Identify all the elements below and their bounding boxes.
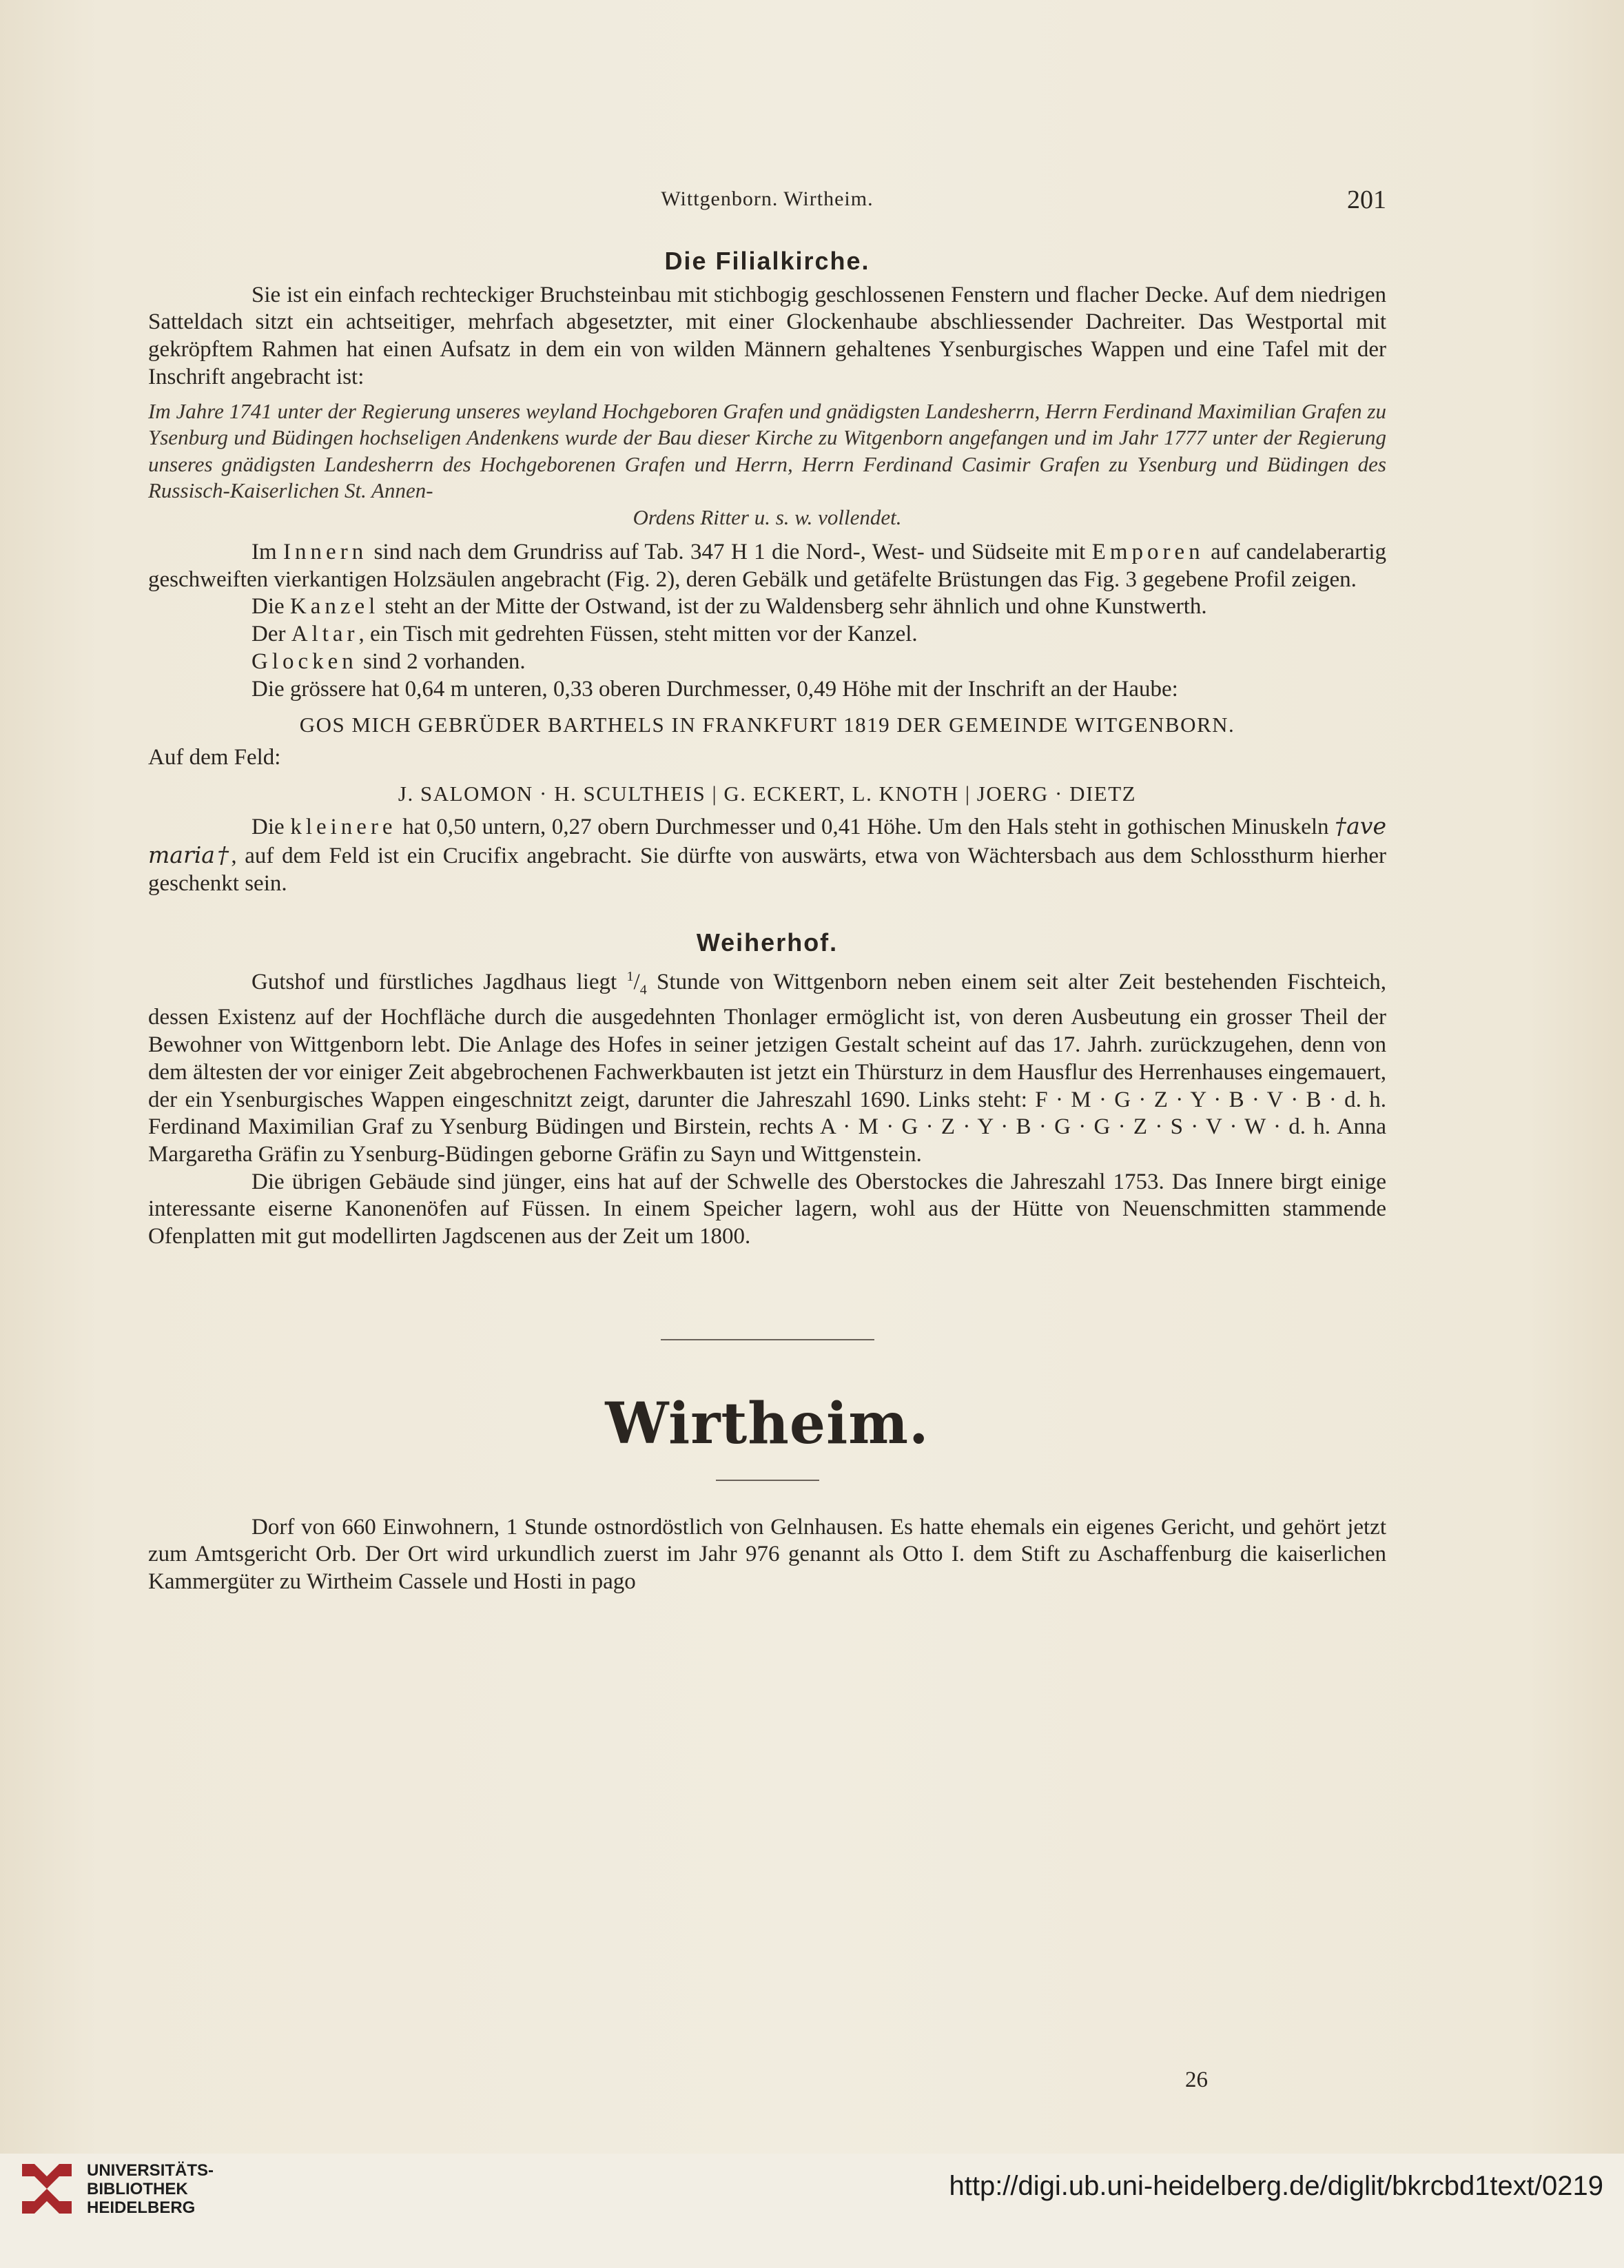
- text-fragment: sind 2 vorhanden.: [357, 648, 526, 674]
- printer-signature-mark: 26: [1185, 2067, 1208, 2092]
- bell-inscription-haube: GOS MICH GEBRÜDER BARTHELS IN FRANKFURT 1819 DER GEMEINDE WITGENBORN.: [299, 713, 1235, 737]
- library-name: [87, 2161, 214, 2217]
- paragraph-weiherhof-2: Die übrigen Gebäude sind jünger, eins hat auf der Schwelle des Oberstockes die Jahreszahl 1753. Das Innere birgt einige interessante eiserne Kanonenöfen auf Füssen. In einem Speicher lagern, wohl aus der Hütte von Neuenschmitten stammende Ofenplatten mit gut modellirten Jagdscenen aus der Zeit um 1800.: [148, 1169, 1386, 1249]
- paragraph-auf-dem-feld: Auf dem Feld:: [148, 744, 281, 770]
- running-title: Wittgenborn. Wirtheim.: [661, 187, 874, 210]
- spaced-term-kleinere: kleinere: [290, 815, 397, 840]
- library-name-line: BIBLIOTHEK: [87, 2180, 188, 2198]
- paragraph-weiherhof-1: Gutshof und fürstliches Jagdhaus liegt $^1/_4$ Stunde von Wittgenborn neben einem seit alter Zeit bestehenden Fischteich, dessen Existenz auf der Hochfläche durch die ausgedehnten Thonlager ermöglicht ist, von deren Ausbeutung ein grosser Theil der Bewohner von Wittgenborn lebt. Die Anlage des Hofes in seiner jetzigen Gestalt scheint auf das 17. Jahrh. zurückzugehen, denn von dem ältesten der vor einiger Zeit abgebrochenen Fachwerkbauten ist jetzt ein Thürsturz in dem Hausflur des Herrenhauses eingemauert, der ein Ysenburgisches Wappen eingeschnitzt zeigt, darunter die Jahreszahl 1690. Links steht: F · M · G · Z · Y · B · V · B · d. h. Ferdinand Maximilian Graf zu Ysenburg Büdingen und Birstein, rechts A · M · G · Z · Y · B · G · G · Z · S · V · W · d. h. Anna Margaretha Gräfin zu Ysenburg-Büdingen geborne Gräfin zu Sayn und Wittgenstein.: [148, 969, 1386, 1167]
- portal-inscription: [148, 398, 1386, 531]
- spaced-term-kanzel: Kanzel: [289, 594, 380, 620]
- paragraph-groessere-glocke: Die grössere hat 0,64 m unteren, 0,33 oberen Durchmesser, 0,49 Höhe mit der Inschrift an der Haube:: [251, 676, 1178, 702]
- portal-inscription-end: Ordens Ritter u. s. w. vollendet.: [633, 504, 902, 529]
- heading-filialkirche: Die Filialkirche.: [664, 247, 870, 275]
- spaced-term-altar: Altar: [291, 622, 359, 647]
- paragraph-glocken: [148, 648, 1386, 676]
- text-fragment: steht an der Mitte der Ostwand, ist der zu Waldensberg sehr ähnlich und ohne Kunstwerth.: [379, 594, 1207, 620]
- text-fragment: Gutshof und fürstliches Jagdhaus liegt: [251, 970, 627, 995]
- heading-weiherhof: Weiherhof.: [696, 928, 839, 957]
- text-fragment: Die: [251, 815, 291, 840]
- title-wirtheim: Wirtheim.: [605, 1390, 929, 1457]
- text-fragment: , auf dem Feld ist ein Crucifix angebracht. Sie dürfte von auswärts, etwa von Wächtersbach aus dem Schlossthurm hierher geschenkt sein.: [148, 844, 1386, 896]
- text-fragment: auf candelaberartig geschweiften vierkantigen Holzsäulen angebracht (Fig. 2), deren Gebälk und getäfelte Brüstungen das Fig. 3 gegebene Profil zeigen.: [148, 540, 1386, 592]
- fraction-numerator: 1: [626, 969, 634, 985]
- page-header: [148, 187, 1386, 222]
- text-fragment: , ein Tisch mit gedrehten Füssen, steht mitten vor der Kanzel.: [358, 622, 918, 647]
- paragraph-altar: [148, 621, 1386, 648]
- paragraph-kanzel: [148, 593, 1386, 621]
- title-underline: [716, 1480, 819, 1481]
- portal-inscription-text: Im Jahre 1741 unter der Regierung unseres weyland Hochgeboren Grafen und gnädigsten Landesherrn, Herrn Ferdinand Maximilian Grafen zu Ysenburg und Büdingen hochseligen Andenkens wurde der Bau dieser Kirche zu Witgenborn angefangen und im Jahr 1777 unter der Regierung unseres gnädigsten Landesherrn des Hochgeborenen Grafen und Herrn, Herrn Ferdinand Casimir Grafen zu Ysenburg und Büdingen des Russisch-Kaiserlichen St. Annen-: [148, 398, 1386, 503]
- text-fragment: Die: [251, 594, 290, 620]
- bell-inscription-feld: J. SALOMON · H. SCULTHEIS | G. ECKERT, L. KNOTH | JOERG · DIETZ: [398, 781, 1137, 806]
- text-fragment: sind nach dem Grundriss auf Tab. 347 H 1 die Nord-, West- und Südseite mit: [367, 540, 1092, 565]
- library-name-line: UNIVERSITÄTS-: [87, 2161, 214, 2180]
- text-fragment: Stunde von Wittgenborn neben einem seit alter Zeit bestehenden Fischteich, dessen Existenz auf der Hochfläche durch die ausgedehnten Thonlager ermöglicht ist, von deren Ausbeutung ein grosser Theil der Bewohner von Wittgenborn lebt. Die Anlage des Hofes in seiner jetzigen Gestalt scheint auf das 17. Jahrh. zurückzugehen, denn von dem ältesten der vor einiger Zeit abgebrochenen Fachwerkbauten ist jetzt ein Thürsturz in dem Hausflur des Herrenhauses eingemauert, der ein Ysenburgisches Wappen eingeschnitzt zeigt, darunter die Jahreszahl 1690. Links steht: F · M · G · Z · Y · B · V · B · d. h. Ferdinand Maximilian Graf zu Ysenburg Büdingen und Birstein, rechts A · M · G · Z · Y · B · G · G · Z · S · V · W · d. h. Anna Margaretha Gräfin zu Ysenburg-Büdingen geborne Gräfin zu Sayn und Wittgenstein.: [148, 970, 1386, 1167]
- paragraph-innern: [148, 539, 1386, 593]
- minuskel-inscription: †ave maria†: [148, 813, 1386, 869]
- spaced-term-glocken: Glocken: [251, 648, 358, 674]
- paragraph-filialkirche-intro: Sie ist ein einfach rechteckiger Bruchsteinbau mit stichbogig geschlossenen Fenstern und flacher Decke. Auf dem niedrigen Satteldach sitzt ein achtseitiger, mehrfach abgesetzter, mit einer Glockenhaube abschliessender Dachreiter. Das Westportal mit gekröpftem Rahmen hat einen Aufsatz in dem ein von wilden Männern gehaltenes Ysenburgisches Wappen und eine Tafel mit der Inschrift angebracht ist:: [148, 282, 1386, 389]
- paragraph-kleinere-glocke: [148, 813, 1386, 897]
- paragraph-wirtheim-1: Dorf von 660 Einwohnern, 1 Stunde ostnordöstlich von Gelnhausen. Es hatte ehemals ein eigenes Gericht, und gehört jetzt zum Amtsgericht Orb. Der Ort wird urkundlich zuerst im Jahr 976 genannt als Otto I. dem Stift zu Aschaffenburg die kaiserlichen Kammergüter zu Wirtheim Cassele und Hosti in pago: [148, 1514, 1386, 1595]
- text-fragment: Der: [251, 622, 291, 647]
- spaced-term-emporen: Emporen: [1091, 540, 1204, 565]
- text-fragment: Im: [251, 540, 284, 565]
- page-body: [148, 245, 1386, 1596]
- page-number: 201: [1347, 185, 1386, 214]
- library-name-line: HEIDELBERG: [87, 2198, 196, 2217]
- digital-object-url-link[interactable]: http://digi.ub.uni-heidelberg.de/diglit/bkrcbd1text/0219: [949, 2171, 1603, 2201]
- university-library-logo-icon: [15, 2157, 79, 2220]
- spaced-term-innern: Innern: [283, 540, 368, 565]
- fraction-denominator: 4: [639, 982, 647, 998]
- section-divider: [661, 1339, 874, 1340]
- text-fragment: hat 0,50 untern, 0,27 obern Durchmesser und 0,41 Höhe. Um den Hals steht in gothischen Minuskeln: [396, 815, 1335, 840]
